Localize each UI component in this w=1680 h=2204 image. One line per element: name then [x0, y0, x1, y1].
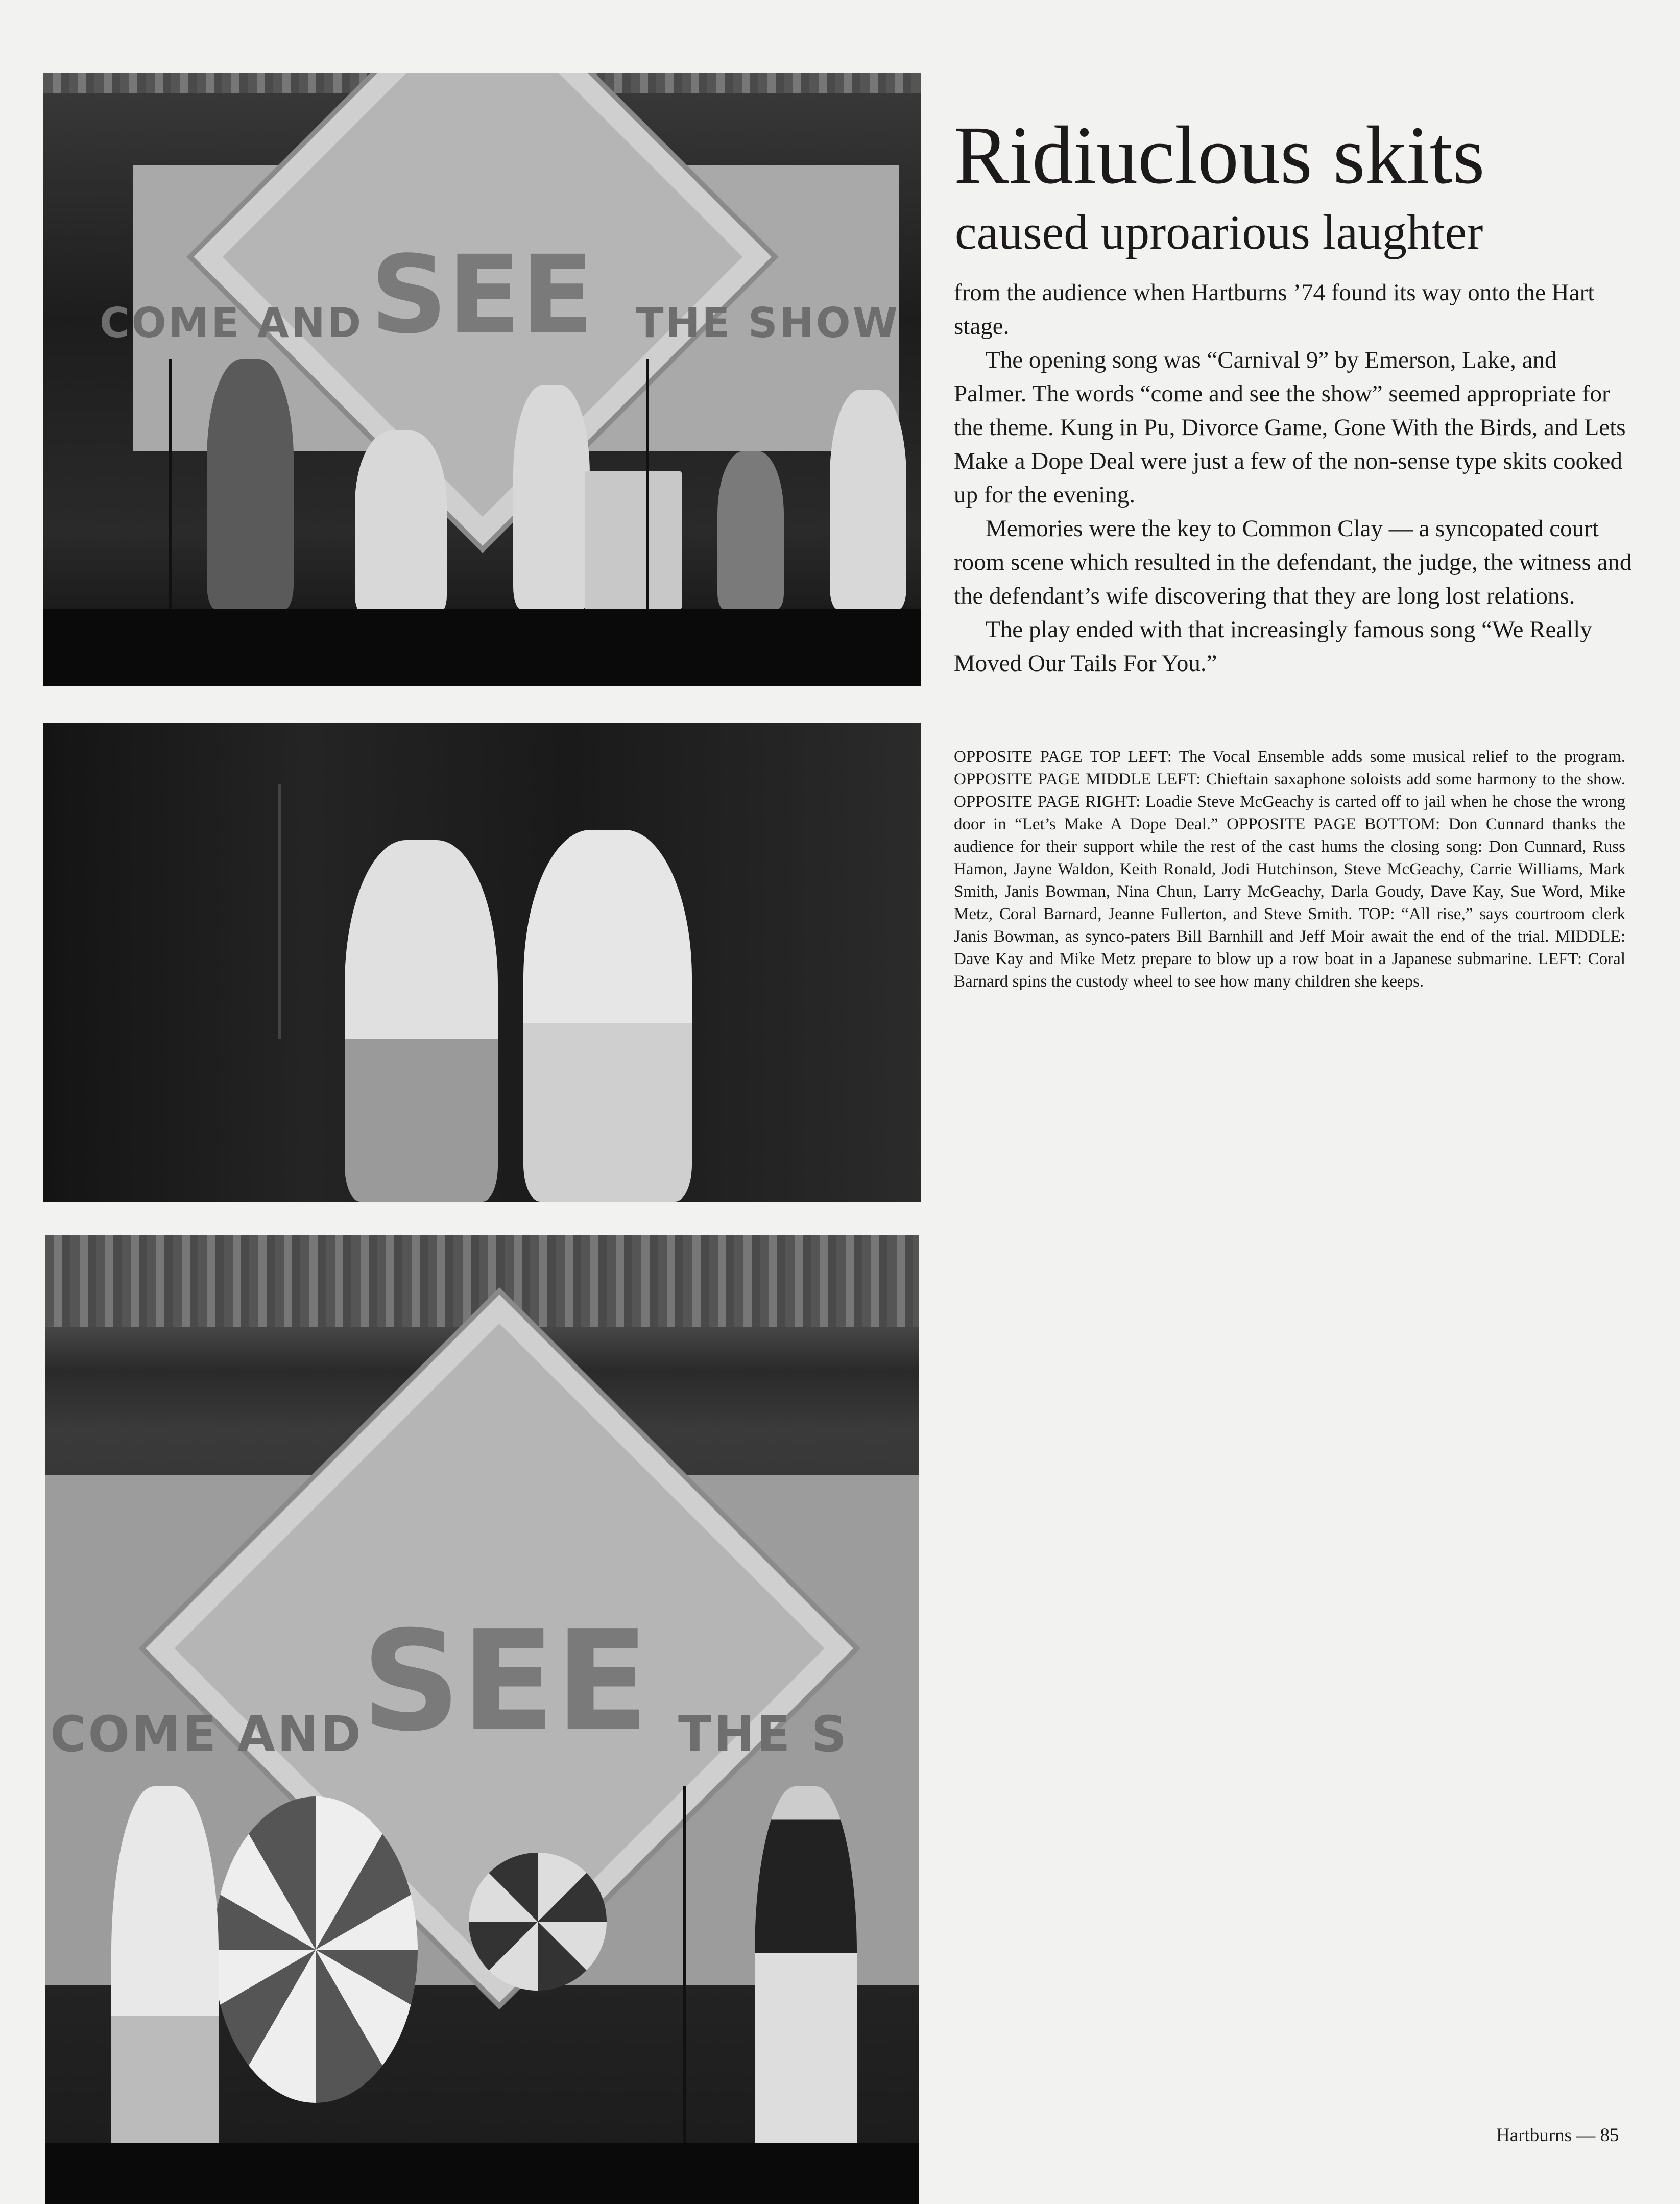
person-host	[755, 1786, 857, 2204]
mic-stand	[278, 784, 281, 1039]
small-wheel	[469, 1853, 607, 1991]
mic-stand	[646, 359, 649, 609]
stage-floor	[43, 609, 921, 686]
podium	[585, 471, 682, 609]
sign-text-left: COME AND	[100, 299, 364, 347]
custody-wheel	[213, 1796, 418, 2103]
photo-custody-wheel	[45, 1235, 919, 2204]
sign-text-left: COME AND	[50, 1706, 363, 1763]
person-robe	[207, 359, 294, 609]
person-right	[523, 830, 692, 1202]
sign-text-right: THE SHOW	[636, 299, 900, 347]
person-seated	[355, 430, 447, 614]
mic-stand	[169, 359, 172, 609]
person-left	[345, 840, 498, 1202]
article-body	[954, 276, 1633, 680]
page-footer: Hartburns — 85	[1496, 2125, 1619, 2146]
photo-courtroom-skit	[43, 73, 921, 686]
body-paragraph: Memories were the key to Common Clay — a syncopated court room scene which resulted in the defendant, the judge, the witness and the defendant’s wife discovering that they are long lost relations.	[954, 515, 1632, 609]
person-coral	[111, 1786, 219, 2204]
body-paragraph: The opening song was “Carnival 9” by Emerson, Lake, and Palmer. The words “come and see the show” seemed appropriate for the theme. Kung in Pu, Divorce Game, Gone With the Birds, and Lets Make a Dope Deal were just a few of the non-sense type skits cooked up for the evening.	[954, 347, 1626, 508]
photo-caption: OPPOSITE PAGE TOP LEFT: The Vocal Ensemble adds some musical relief to the program. OPPOSITE PAGE MIDDLE LEFT: Chieftain saxaphone soloists add some harmony to the show. OPPOSITE PAGE RIGHT: Loadie Steve McGeachy is carted off to jail when he chose the wrong door in “Let’s Make A Dope Deal.” OPPOSITE PAGE BOTTOM: Don Cunnard thanks the audience for their support while the rest of the cast hums the closing song: Don Cunnard, Russ Hamon, Jayne Waldon, Keith Ronald, Jodi Hutchinson, Steve McGeachy, Carrie Williams, Mark Smith, Janis Bowman, Nina Chun, Larry McGeachy, Darla Goudy, Dave Kay, Sue Word, Mike Metz, Coral Barnard, Jeanne Fullerton, and Steve Smith. TOP: “All rise,” says courtroom clerk Janis Bowman, as synco-paters Bill Barnhill and Jeff Moir await the end of the trial. MIDDLE: Dave Kay and Mike Metz prepare to blow up a row boat in a Japanese submarine. LEFT: Coral Barnard spins the custody wheel to see how many children she keeps.	[954, 748, 1625, 991]
body-paragraph: The play ended with that increasingly famous song “We Really Moved Our Tails For You.”	[954, 616, 1592, 677]
person-witness	[717, 451, 784, 609]
article-subtitle: caused uproarious laughter	[955, 205, 1483, 259]
article-title: Ridiuclous skits	[954, 110, 1485, 201]
body-paragraph: from the audience when Hartburns ’74 found its way onto the Hart stage.	[954, 279, 1595, 340]
sign-text-center: SEE	[370, 232, 594, 357]
person-clerk	[513, 385, 590, 609]
sign-text-right: THE S	[678, 1706, 849, 1763]
sign-text-center: SEE	[362, 1601, 650, 1762]
stage-floor	[45, 2143, 919, 2204]
mic-stand	[683, 1786, 686, 2204]
photo-submarine-skit	[43, 723, 921, 1202]
person-right	[830, 390, 906, 609]
